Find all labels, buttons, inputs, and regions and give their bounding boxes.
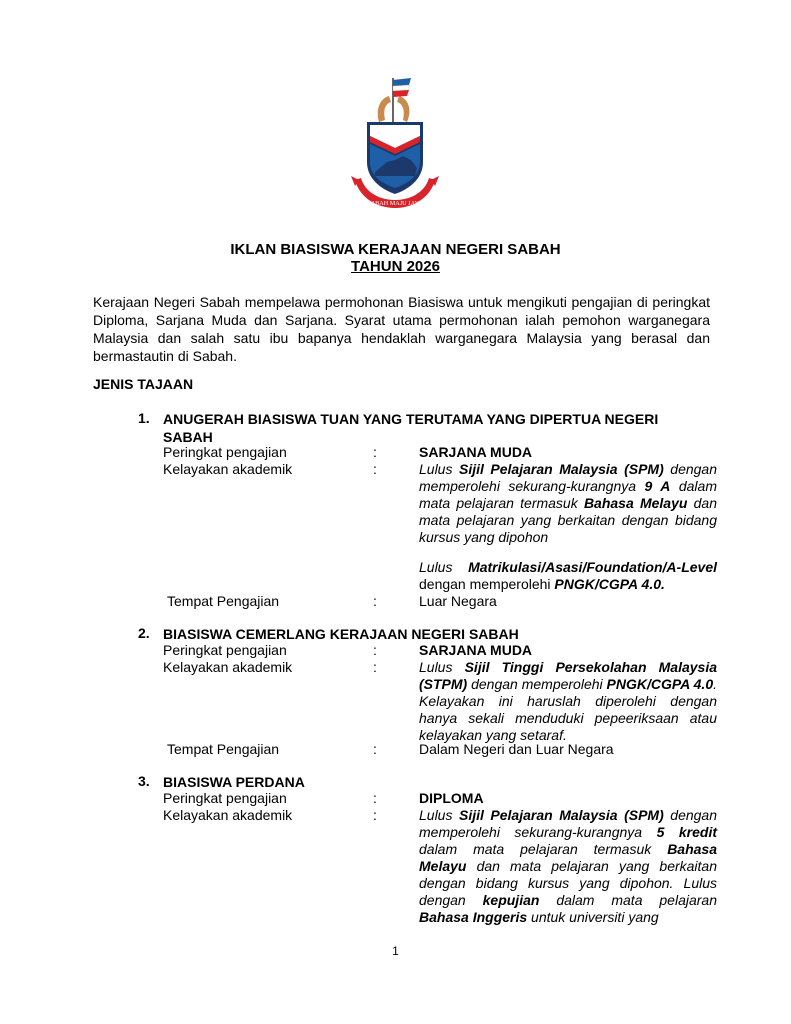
colon: : xyxy=(373,807,377,823)
item-2-title: BIASISWA CEMERLANG KERAJAAN NEGERI SABAH xyxy=(163,626,519,642)
text-run-bold: Sijil Pelajaran Malaysia (SPM) xyxy=(459,807,664,823)
item-3-number: 3. xyxy=(138,773,150,789)
text-run-bold: 5 kredit xyxy=(656,824,717,840)
text-run-bold: PNGK/CGPA 4.0 xyxy=(606,676,714,692)
text-run: dalam mata pelajaran xyxy=(539,892,717,908)
text-run: dalam mata pelajaran termasuk xyxy=(419,841,668,857)
item-1-tempat-label: Tempat Pengajian xyxy=(167,593,280,609)
text-run: Lulus xyxy=(419,461,459,477)
text-run: dalam mata pelajaran termasuk xyxy=(419,478,717,511)
item-3-peringkat-value: DIPLOMA xyxy=(419,790,484,806)
text-run-bold: Bahasa Inggeris xyxy=(419,909,528,925)
item-1-kelayakan-para1 xyxy=(419,461,717,546)
text-run: dan mata pelajaran yang berkaitan dengan bidang kursus yang dipohon. Lulus dengan xyxy=(419,858,717,908)
text-run-bold: kepujian xyxy=(482,892,540,908)
text-run: . Kelayakan ini haruslah diperolehi dengan hanya sekali menduduki pepeeriksaan atau kelayakan yang setaraf. xyxy=(419,676,718,743)
colon: : xyxy=(373,461,377,477)
colon: : xyxy=(373,444,377,460)
text-run: dengan memperolehi xyxy=(419,576,555,592)
document-year: TAHUN 2026 xyxy=(351,258,440,275)
text-run: Lulus xyxy=(419,807,459,823)
text-run: dengan memperolehi xyxy=(467,676,607,692)
item-3-peringkat-label: Peringkat pengajian xyxy=(163,790,287,806)
item-1-tempat-value: Luar Negara xyxy=(419,593,497,609)
text-run-bold: Bahasa Melayu xyxy=(419,841,717,874)
text-run: Lulus xyxy=(419,659,465,675)
intro-paragraph: Kerajaan Negeri Sabah mempelawa permohonan Biasiswa untuk mengikuti pengajian di peringkat Diploma, Sarjana Muda dan Sarjana. Syarat utama permohonan ialah pemohon warganegara Malaysia dan salah satu ibu bapanya hendaklah warganegara Malaysia yang berasal dan bermastautin di Sabah. xyxy=(93,294,710,364)
item-2-kelayakan-para1 xyxy=(419,659,717,744)
item-1-peringkat-label: Peringkat pengajian xyxy=(163,444,287,460)
text-run: Lulus xyxy=(419,559,469,575)
item-2-tempat-value: Dalam Negeri dan Luar Negara xyxy=(419,741,614,757)
logo-motto-text: SABAH MAJU JAYA xyxy=(367,200,423,207)
text-run: dengan memperolehi sekurang-kurangnya xyxy=(419,461,718,494)
item-2-kelayakan-label: Kelayakan akademik xyxy=(163,659,293,675)
sabah-coat-of-arms-logo xyxy=(345,76,445,218)
colon: : xyxy=(373,790,377,806)
item-2-tempat-label: Tempat Pengajian xyxy=(167,741,280,757)
item-3-kelayakan-para1 xyxy=(419,807,717,926)
item-1-number: 1. xyxy=(138,410,150,426)
item-2-peringkat-label: Peringkat pengajian xyxy=(163,642,287,658)
item-1-title xyxy=(163,410,703,446)
text-run-bold: Sijil Tinggi Persekolahan Malaysia (STPM) xyxy=(419,659,718,692)
item-3-kelayakan-label: Kelayakan akademik xyxy=(163,807,293,823)
item-1-kelayakan-label: Kelayakan akademik xyxy=(163,461,293,477)
text-run-bold: 9 A xyxy=(644,478,671,494)
colon: : xyxy=(373,593,377,609)
text-run-bold: PNGK/CGPA 4.0. xyxy=(554,576,665,592)
colon: : xyxy=(373,642,377,658)
colon: : xyxy=(373,659,377,675)
text-run-bold: Matrikulasi/Asasi/Foundation/A-Level xyxy=(468,559,717,575)
item-2-number: 2. xyxy=(138,625,150,641)
text-run: dengan memperolehi sekurang-kurangnya xyxy=(419,807,718,840)
text-run: untuk universiti yang xyxy=(527,909,659,925)
text-run-bold: Sijil Pelajaran Malaysia (SPM) xyxy=(459,461,664,477)
item-1-title-line2: SABAH xyxy=(163,429,213,445)
colon: : xyxy=(373,741,377,757)
item-3-title: BIASISWA PERDANA xyxy=(163,774,305,790)
item-1-kelayakan-para2 xyxy=(419,559,717,593)
text-run: dan mata pelajaran yang berkaitan dengan bidang kursus yang dipohon xyxy=(419,495,717,545)
page-number: 1 xyxy=(392,944,399,958)
item-1-title-line1: ANUGERAH BIASISWA TUAN YANG TERUTAMA YANG DIPERTUA NEGERI xyxy=(163,411,659,427)
section-heading: JENIS TAJAAN xyxy=(93,376,194,392)
item-2-peringkat-value: SARJANA MUDA xyxy=(419,642,533,658)
item-1-peringkat-value: SARJANA MUDA xyxy=(419,444,533,460)
document-title: IKLAN BIASISWA KERAJAAN NEGERI SABAH xyxy=(230,241,561,258)
text-run-bold: Bahasa Melayu xyxy=(583,495,688,511)
